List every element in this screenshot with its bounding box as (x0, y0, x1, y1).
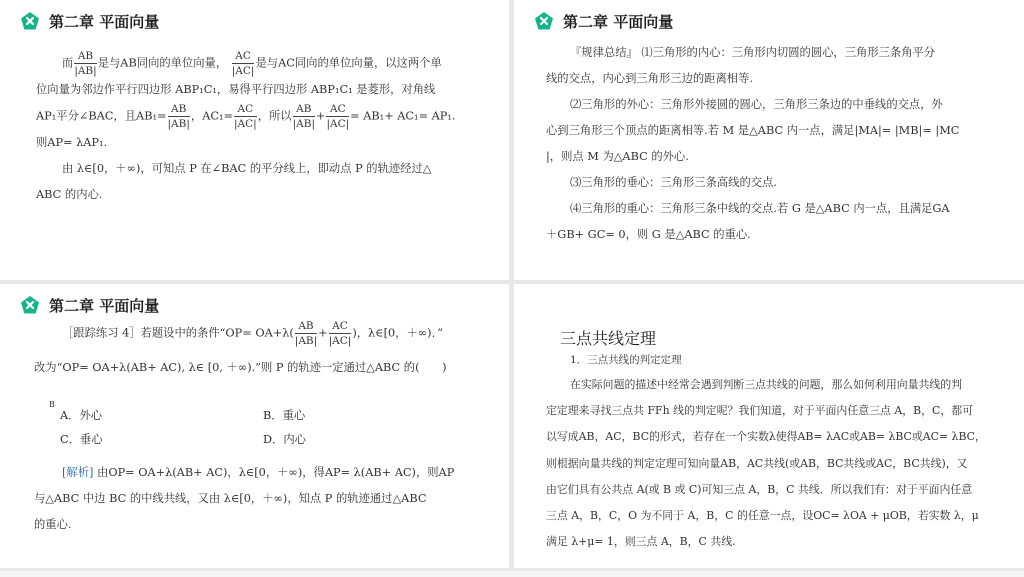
fraction: $\frac{AB}{|AB|}$ (167, 103, 190, 130)
text-line: 位向量为邻边作平行四边形 ABP₁C₁，易得平行四边形 ABP₁C₁ 是菱形，对角线 (36, 83, 436, 96)
text-line: 在实际问题的描述中经常会遇到判断三点共线的问题，那么如何利用向量共线的判 (570, 378, 963, 391)
summary-text (546, 40, 1004, 248)
text-line: 与△ABC 中边 BC 的中线共线，又由 λ∈[0，＋∞)，知点 P 的轨迹通过△ABC (34, 492, 427, 505)
option-c: C．垂心 (60, 433, 103, 446)
text: + (315, 109, 326, 123)
text: ， (190, 109, 203, 123)
text-line: 的重心. (34, 518, 72, 531)
chapter-header (534, 10, 673, 32)
text: AP₁平分∠BAC，且 (36, 109, 137, 123)
pentagon-x-icon (534, 11, 554, 31)
text-line: ABC 的内心. (36, 188, 103, 201)
fraction: $\frac{AB}{|AB|}$ (294, 320, 318, 347)
chapter-header (20, 294, 159, 316)
text-line: 则根据向量共线的判定定理可知向量AB，AC共线(或AB，BC共线或AC，BC共线)，又 (546, 456, 968, 470)
text-line: 改为“OP= OA+λ(AB+ AC), λ∈ [0, ＋∞).”则 P 的轨迹一定通过△ABC 的( ) (34, 361, 447, 374)
fraction: $\frac{AC}{|AC|}$ (326, 103, 350, 130)
text-line: 由它们具有公共点 A(或 B 或 C)可知三点 A，B，C 共线．所以我们有：对于平面内任意 (546, 482, 973, 496)
answer-options (60, 404, 480, 452)
option-a: A．外心 (60, 409, 103, 422)
exercise-text (34, 320, 480, 381)
text: = AB₁+ AC₁= AP₁. (350, 109, 456, 123)
text-line: ⑵三角形的外心：三角形外接圆的圆心，三角形三条边的中垂线的交点，外 (570, 98, 943, 111)
analysis-label: [解析] (62, 466, 94, 479)
fraction: $\frac{AC}{|AC|}$ (234, 103, 257, 130)
text-line: ⑶三角形的垂心：三角形三条高线的交点. (570, 176, 777, 189)
text-line: ⑷三角形的重心：三角形三条中线的交点.若 G 是△ABC 内一点，且满足GA (570, 202, 950, 215)
text: + (318, 326, 328, 340)
text-line: 定定理来寻找三点共 FFh 线的判定呢？我们知道，对于平面内任意三点 A，B，C，都可 (546, 404, 973, 418)
slide-panel-1 (0, 0, 509, 280)
chapter-title: 第二章 平面向量 (563, 12, 674, 31)
text-line: 线的交点，内心到三角形三边的距离相等. (546, 72, 753, 85)
text: AC (278, 56, 295, 70)
text-line: 心到三角形三个顶点的距离相等.若 M 是△ABC 内一点，满足|MA|= |MB|= |MC (546, 124, 960, 137)
theorem-text (546, 372, 1006, 555)
text-line: ＋GB+ GC= 0，则 G 是△ABC 的重心. (546, 228, 751, 241)
text: ，所以 (257, 109, 292, 123)
text-line: |，则点 M 为△ABC 的外心. (546, 150, 689, 163)
bottom-strip (0, 571, 1024, 577)
text: 而 (62, 56, 74, 70)
stray-label: B (49, 400, 55, 409)
text-line: 以写成AB，AC，BC的形式，若存在一个实数λ使得AB= λAC或AB= λBC或AC= λBC， (546, 430, 986, 444)
chapter-title: 第二章 平面向量 (49, 12, 160, 31)
chapter-title: 第二章 平面向量 (49, 296, 160, 315)
fraction: $\frac{AB}{|AB|}$ (74, 50, 97, 77)
pentagon-x-icon (20, 295, 40, 315)
chapter-header (20, 10, 159, 32)
text-line: 满足 λ+μ= 1，则三点 A，B，C 共线. (546, 535, 736, 549)
section-subtitle: 1．三点共线的判定定理 (570, 354, 682, 366)
solution-text (38, 50, 478, 208)
text: 同向的单位向量， (136, 56, 228, 70)
text: AB (120, 56, 137, 70)
text: )，λ∈[0，＋∞)．” (352, 326, 443, 340)
text: 同向的单位向量，以这两个单 (294, 56, 442, 70)
fraction: $\frac{AC}{|AC|}$ (231, 50, 255, 77)
text: 由OP= OA+λ(AB+ AC)，λ∈[0，＋∞)，得AP= λ(AB+ AC)，则AP (97, 466, 455, 479)
slide-panel-2 (514, 0, 1024, 280)
fraction: $\frac{AC}{|AC|}$ (328, 320, 352, 347)
text-line: 则AP= λAP₁. (36, 136, 108, 149)
text: ［跟踪练习 4］若题设中的条件“OP= OA+λ( (62, 326, 294, 340)
slide-panel-4 (514, 284, 1024, 568)
text-line: 三点 A，B，C，O 为不同于 A，B，C 的任意一点，设OC= λOA + μOB，若实数 λ，μ (546, 509, 979, 523)
text: 是与 (255, 56, 279, 70)
slide-panel-3 (0, 284, 509, 568)
fraction: $\frac{AB}{|AB|}$ (292, 103, 315, 130)
section-title: 三点共线定理 (560, 329, 657, 348)
analysis-text (34, 460, 480, 538)
text: 是与 (97, 56, 121, 70)
pentagon-x-icon (20, 11, 40, 31)
text: AC₁= (202, 109, 233, 123)
text-line: 由 λ∈[0，＋∞)，可知点 P 在∠BAC 的平分线上，即动点 P 的轨迹经过△ (62, 162, 432, 175)
text: AB₁= (136, 109, 167, 123)
option-d: D．内心 (263, 433, 306, 446)
option-b: B．重心 (263, 409, 306, 422)
text-line: 『规律总结』 ⑴三角形的内心：三角形内切圆的圆心，三角形三条角平分 (570, 46, 936, 59)
